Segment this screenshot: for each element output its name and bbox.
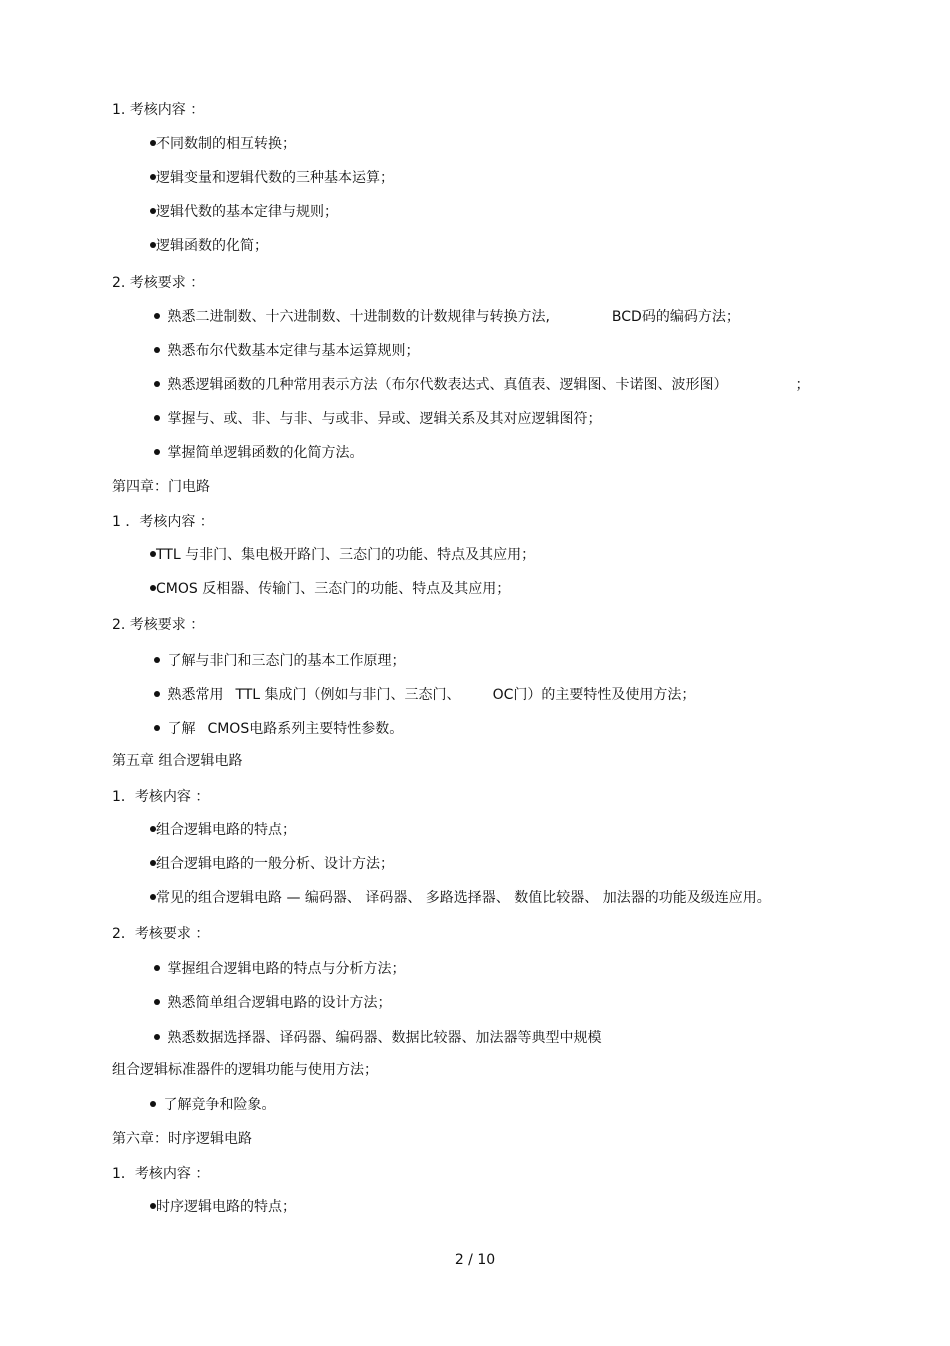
list-item: 了解竞争和险象。 xyxy=(150,1095,275,1115)
bullet-icon xyxy=(154,999,160,1005)
bullet-icon xyxy=(154,657,160,663)
section-heading: 2．考核要求 ： xyxy=(112,926,210,942)
list-item: 组合逻辑电路的特点； xyxy=(150,820,296,840)
bullet-icon xyxy=(154,415,160,421)
section-heading: 1．考核内容 ： xyxy=(112,789,210,805)
chapter-title: 第四章：门电路 xyxy=(112,479,210,495)
list-item: 熟悉数据选择器、译码器、编码器、数据比较器、加法器等典型中规模 xyxy=(154,1028,601,1048)
bullet-icon xyxy=(154,449,160,455)
list-item: 不同数制的相互转换； xyxy=(150,134,296,154)
bullet-icon xyxy=(154,313,160,319)
section-heading: 2. 考核要求 ： xyxy=(112,617,205,633)
list-item: 掌握与、或、非、与非、与或非、异或、逻辑关系及其对应逻辑图符； xyxy=(154,409,601,429)
list-item: 熟悉逻辑函数的几种常用表示方法（布尔代数表达式、真值表、逻辑图、卡诺图、波形图） ； xyxy=(154,375,809,395)
bullet-icon xyxy=(150,1101,156,1107)
bullet-icon xyxy=(154,1034,160,1040)
list-item: 逻辑代数的基本定律与规则； xyxy=(150,202,338,222)
section-heading: 1. 考核内容 ： xyxy=(112,102,205,118)
list-item: 熟悉布尔代数基本定律与基本运算规则； xyxy=(154,341,419,361)
bullet-icon xyxy=(150,894,156,900)
bullet-icon xyxy=(150,826,156,832)
page-number: 2 / 10 xyxy=(454,1252,496,1268)
list-item: 时序逻辑电路的特点； xyxy=(150,1197,296,1217)
list-item: 掌握简单逻辑函数的化简方法。 xyxy=(154,443,363,463)
bullet-icon xyxy=(150,860,156,866)
bullet-icon xyxy=(150,1203,156,1209)
list-item: 了解与非门和三态门的基本工作原理； xyxy=(154,651,405,671)
bullet-icon xyxy=(154,347,160,353)
list-item-continuation: 组合逻辑标准器件的逻辑功能与使用方法； xyxy=(112,1062,378,1078)
bullet-icon xyxy=(150,208,156,214)
list-item: 常见的组合逻辑电路 — 编码器、 译码器、 多路选择器、 数值比较器、 加法器的功能及级连应用。 xyxy=(150,888,771,908)
bullet-icon xyxy=(154,725,160,731)
bullet-icon xyxy=(150,140,156,146)
list-item: 组合逻辑电路的一般分析、设计方法； xyxy=(150,854,394,874)
list-item: 熟悉二进制数、十六进制数、十进制数的计数规律与转换方法, BCD码的编码方法； xyxy=(154,307,740,327)
bullet-icon xyxy=(150,585,156,591)
list-item: TTL 与非门、集电极开路门、三态门的功能、特点及其应用； xyxy=(150,545,535,565)
list-item: 熟悉简单组合逻辑电路的设计方法； xyxy=(154,993,391,1013)
bullet-icon xyxy=(154,965,160,971)
list-item: 掌握组合逻辑电路的特点与分析方法； xyxy=(154,959,405,979)
bullet-icon xyxy=(154,691,160,697)
bullet-icon xyxy=(154,381,160,387)
list-item: 逻辑变量和逻辑代数的三种基本运算； xyxy=(150,168,394,188)
bullet-icon xyxy=(150,242,156,248)
list-item: 逻辑函数的化简； xyxy=(150,236,268,256)
section-heading: 2. 考核要求 ： xyxy=(112,275,205,291)
bullet-icon xyxy=(150,174,156,180)
list-item: CMOS 反相器、传输门、三态门的功能、特点及其应用； xyxy=(150,579,510,599)
section-heading: 1 ．考核内容 ： xyxy=(112,514,214,530)
list-item: 了解 CMOS电路系列主要特性参数。 xyxy=(154,719,403,739)
chapter-title: 第六章：时序逻辑电路 xyxy=(112,1131,252,1147)
chapter-title: 第五章 组合逻辑电路 xyxy=(112,753,243,769)
section-heading: 1．考核内容 ： xyxy=(112,1166,210,1182)
bullet-icon xyxy=(150,551,156,557)
list-item: 熟悉常用 TTL 集成门（例如与非门、三态门、 OC门）的主要特性及使用方法； xyxy=(154,685,695,705)
